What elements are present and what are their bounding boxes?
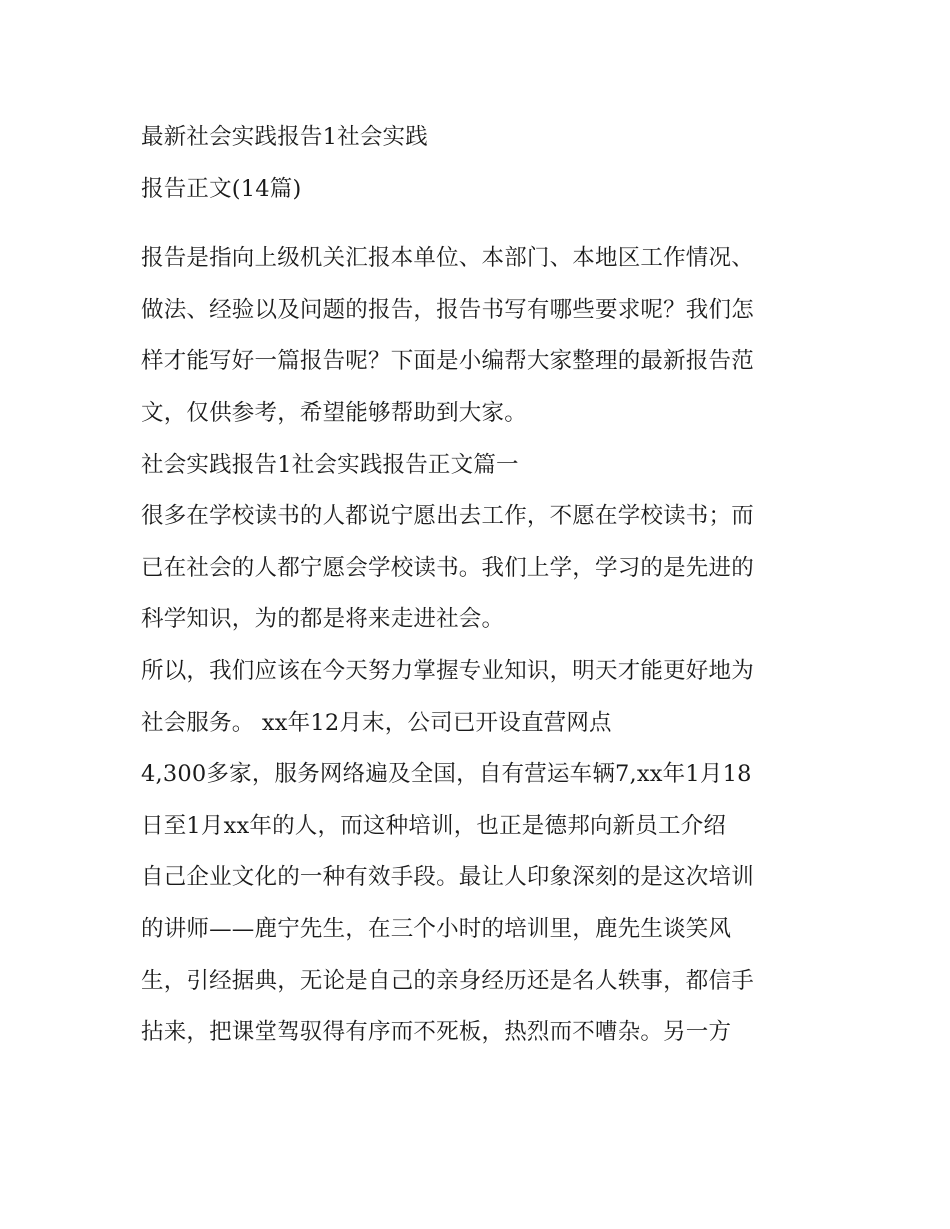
text-line: 4,300多家，服务网络遍及全国，自有营运车辆7,xx年1月18	[141, 761, 752, 788]
section-heading	[141, 440, 813, 492]
text-line: 生，引经据典，无论是自己的亲身经历还是名人轶事，都信手	[141, 967, 754, 994]
intro-paragraph	[141, 233, 813, 439]
text-line: 社会服务。 xx年12月末，公司已开设直营网点	[141, 709, 612, 736]
text-line: 所以，我们应该在今天努力掌握专业知识，明天才能更好地为	[141, 657, 754, 684]
document-page	[141, 112, 813, 1059]
title-line: 报告正文(14篇)	[141, 175, 302, 202]
text-line: 报告是指向上级机关汇报本单位、本部门、本地区工作情况、	[141, 245, 754, 272]
text-line: 的讲师——鹿宁先生，在三个小时的培训里，鹿先生谈笑风	[141, 915, 732, 942]
text-line: 很多在学校读书的人都说宁愿出去工作，不愿在学校读书；而	[141, 503, 754, 530]
section-heading-line: 社会实践报告1社会实践报告正文篇一	[141, 451, 519, 478]
text-line: 日至1月xx年的人，而这种培训，也正是德邦向新员工介绍	[141, 812, 727, 839]
text-line: 文，仅供参考，希望能够帮助到大家。	[141, 399, 527, 426]
text-line: 已在社会的人都宁愿会学校读书。我们上学，学习的是先进的	[141, 554, 754, 581]
document-body	[141, 233, 813, 1059]
text-line: 拈来，把课堂驾驭得有序而不死板，热烈而不嘈杂。另一方	[141, 1019, 732, 1046]
title-line: 最新社会实践报告1社会实践	[141, 124, 428, 150]
text-line: 样才能写好一篇报告呢？下面是小编帮大家整理的最新报告范	[141, 348, 754, 375]
document-title	[141, 112, 813, 215]
body-paragraph	[141, 646, 813, 1059]
body-paragraph	[141, 491, 813, 646]
text-line: 自己企业文化的一种有效手段。最让人印象深刻的是这次培训	[141, 864, 754, 891]
text-line: 科学知识，为的都是将来走进社会。	[141, 606, 505, 633]
text-line: 做法、经验以及问题的报告，报告书写有哪些要求呢？我们怎	[141, 296, 754, 323]
